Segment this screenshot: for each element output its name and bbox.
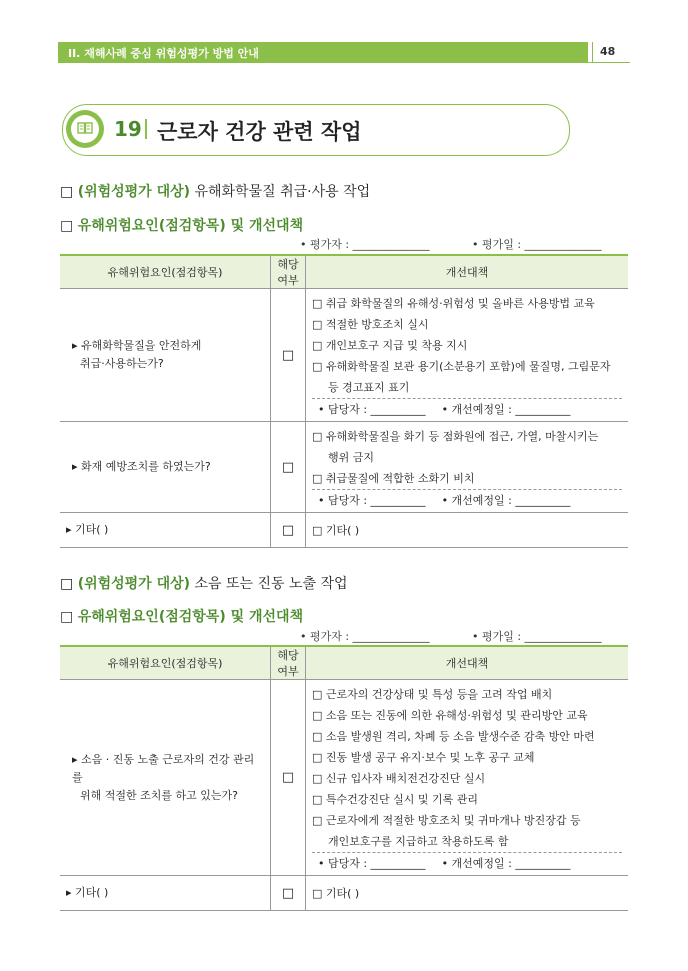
target-label: (위험성평가 대상) <box>77 184 191 200</box>
header-applicable: 해당 여부 <box>271 646 306 680</box>
applicable-checkbox[interactable]: □ <box>271 680 306 876</box>
section-header-text: II. 재해사례 중심 위험성평가 방법 안내 <box>68 47 259 60</box>
header-rule <box>58 62 630 63</box>
measure-item[interactable]: □ 특수건강진단 실시 및 기록 관리 <box>312 793 479 806</box>
checklist-table-2 <box>60 645 628 911</box>
applicable-checkbox[interactable]: □ <box>271 876 306 911</box>
book-icon <box>77 121 93 135</box>
measure-item[interactable]: □ 유해화학물질 보관 용기(소분용기 포함)에 물질명, 그림문자 <box>312 360 611 373</box>
evaluation-date-field: • 평가일 : ______________ <box>472 238 602 251</box>
assessment-target-2: □ (위험성평가 대상) 소음 또는 진동 노출 작업 <box>60 576 348 592</box>
header-applicable: 해당 여부 <box>271 255 306 289</box>
other-measure[interactable]: □ 기타( ) <box>306 513 629 548</box>
evaluator-field: • 평가자 : ______________ <box>300 630 430 643</box>
measures-list <box>306 289 629 422</box>
measure-item-cont: 개인보호구를 지급하고 착용하도록 함 <box>328 835 509 848</box>
assignee-line: • 담당자 : __________ • 개선예정일 : __________ <box>312 489 622 512</box>
assessment-target-1: □ (위험성평가 대상) 유해화학물질 취급·사용 작업 <box>60 184 371 200</box>
other-item[interactable]: ▸ 기타( ) <box>60 876 271 911</box>
header-hazard: 유해위험요인(점검항목) <box>60 255 271 289</box>
hazard-item: ▸ 유해화학물질을 안전하게 취급·사용하는가? <box>60 289 271 422</box>
table-row <box>60 289 628 422</box>
assignee-line: • 담당자 : __________ • 개선예정일 : __________ <box>312 852 622 875</box>
applicable-checkbox[interactable]: □ <box>271 422 306 513</box>
measure-item-cont: 등 경고표지 표기 <box>328 381 410 394</box>
measure-item[interactable]: □ 근로자에게 적절한 방호조치 및 귀마개나 방진장갑 등 <box>312 814 581 827</box>
table-header-row <box>60 255 628 289</box>
table-row <box>60 422 628 513</box>
target-text: 유해화학물질 취급·사용 작업 <box>194 184 371 200</box>
measure-item[interactable]: □ 소음 또는 진동에 의한 유해성·위험성 및 관리방안 교육 <box>312 709 588 722</box>
measure-item[interactable]: □ 취급물질에 적합한 소화기 비치 <box>312 472 475 485</box>
header-hazard: 유해위험요인(점검항목) <box>60 646 271 680</box>
table-row-other <box>60 513 628 548</box>
header-measures: 개선대책 <box>306 255 629 289</box>
evaluator-field: • 평가자 : ______________ <box>300 238 430 251</box>
title-number: 19 <box>114 117 142 141</box>
applicable-checkbox[interactable]: □ <box>271 289 306 422</box>
measure-item[interactable]: □ 소음 발생원 격리, 차폐 등 소음 발생수준 감축 방안 마련 <box>312 730 595 743</box>
table-header-row <box>60 646 628 680</box>
hazard-item: ▸ 소음 · 진동 노출 근로자의 건강 관리를 위해 적절한 조치를 하고 있는가? <box>60 680 271 876</box>
subtitle-2: □ 유해위험요인(점검항목) 및 개선대책 <box>60 609 304 625</box>
measure-item[interactable]: □ 근로자의 건강상태 및 특성 등을 고려 작업 배치 <box>312 688 553 701</box>
checklist-table-1 <box>60 254 628 548</box>
measure-item[interactable]: □ 신규 입사자 배치전건강진단 실시 <box>312 772 486 785</box>
page-number: 48 <box>600 45 616 58</box>
subtitle-1: □ 유해위험요인(점검항목) 및 개선대책 <box>60 218 304 234</box>
page-title: 근로자 건강 관련 작업 <box>157 120 362 144</box>
section-header-bar <box>58 42 588 62</box>
other-measure[interactable]: □ 기타( ) <box>306 876 629 911</box>
measure-item[interactable]: □ 취급 화학물질의 유해성·위험성 및 올바른 사용방법 교육 <box>312 297 595 310</box>
measures-list <box>306 680 629 876</box>
measure-item[interactable]: □ 진동 발생 공구 유지·보수 및 노후 공구 교체 <box>312 751 535 764</box>
table-row <box>60 680 628 876</box>
table-row-other <box>60 876 628 911</box>
title-separator <box>145 119 147 139</box>
target-text: 소음 또는 진동 노출 작업 <box>194 576 348 592</box>
measure-item[interactable]: □ 개인보호구 지급 및 착용 지시 <box>312 339 468 352</box>
measure-item[interactable]: □ 적절한 방호조치 실시 <box>312 318 429 331</box>
header-measures: 개선대책 <box>306 646 629 680</box>
other-item[interactable]: ▸ 기타( ) <box>60 513 271 548</box>
assignee-line: • 담당자 : __________ • 개선예정일 : __________ <box>312 398 622 421</box>
hazard-item: ▸ 화재 예방조치를 하였는가? <box>60 422 271 513</box>
applicable-checkbox[interactable]: □ <box>271 513 306 548</box>
measures-list <box>306 422 629 513</box>
page-number-divider <box>592 42 593 62</box>
measure-item-cont: 행위 금지 <box>328 451 375 464</box>
target-label: (위험성평가 대상) <box>77 576 191 592</box>
evaluation-date-field: • 평가일 : ______________ <box>472 630 602 643</box>
measure-item[interactable]: □ 유해화학물질을 화기 등 점화원에 접근, 가열, 마찰시키는 <box>312 430 599 443</box>
